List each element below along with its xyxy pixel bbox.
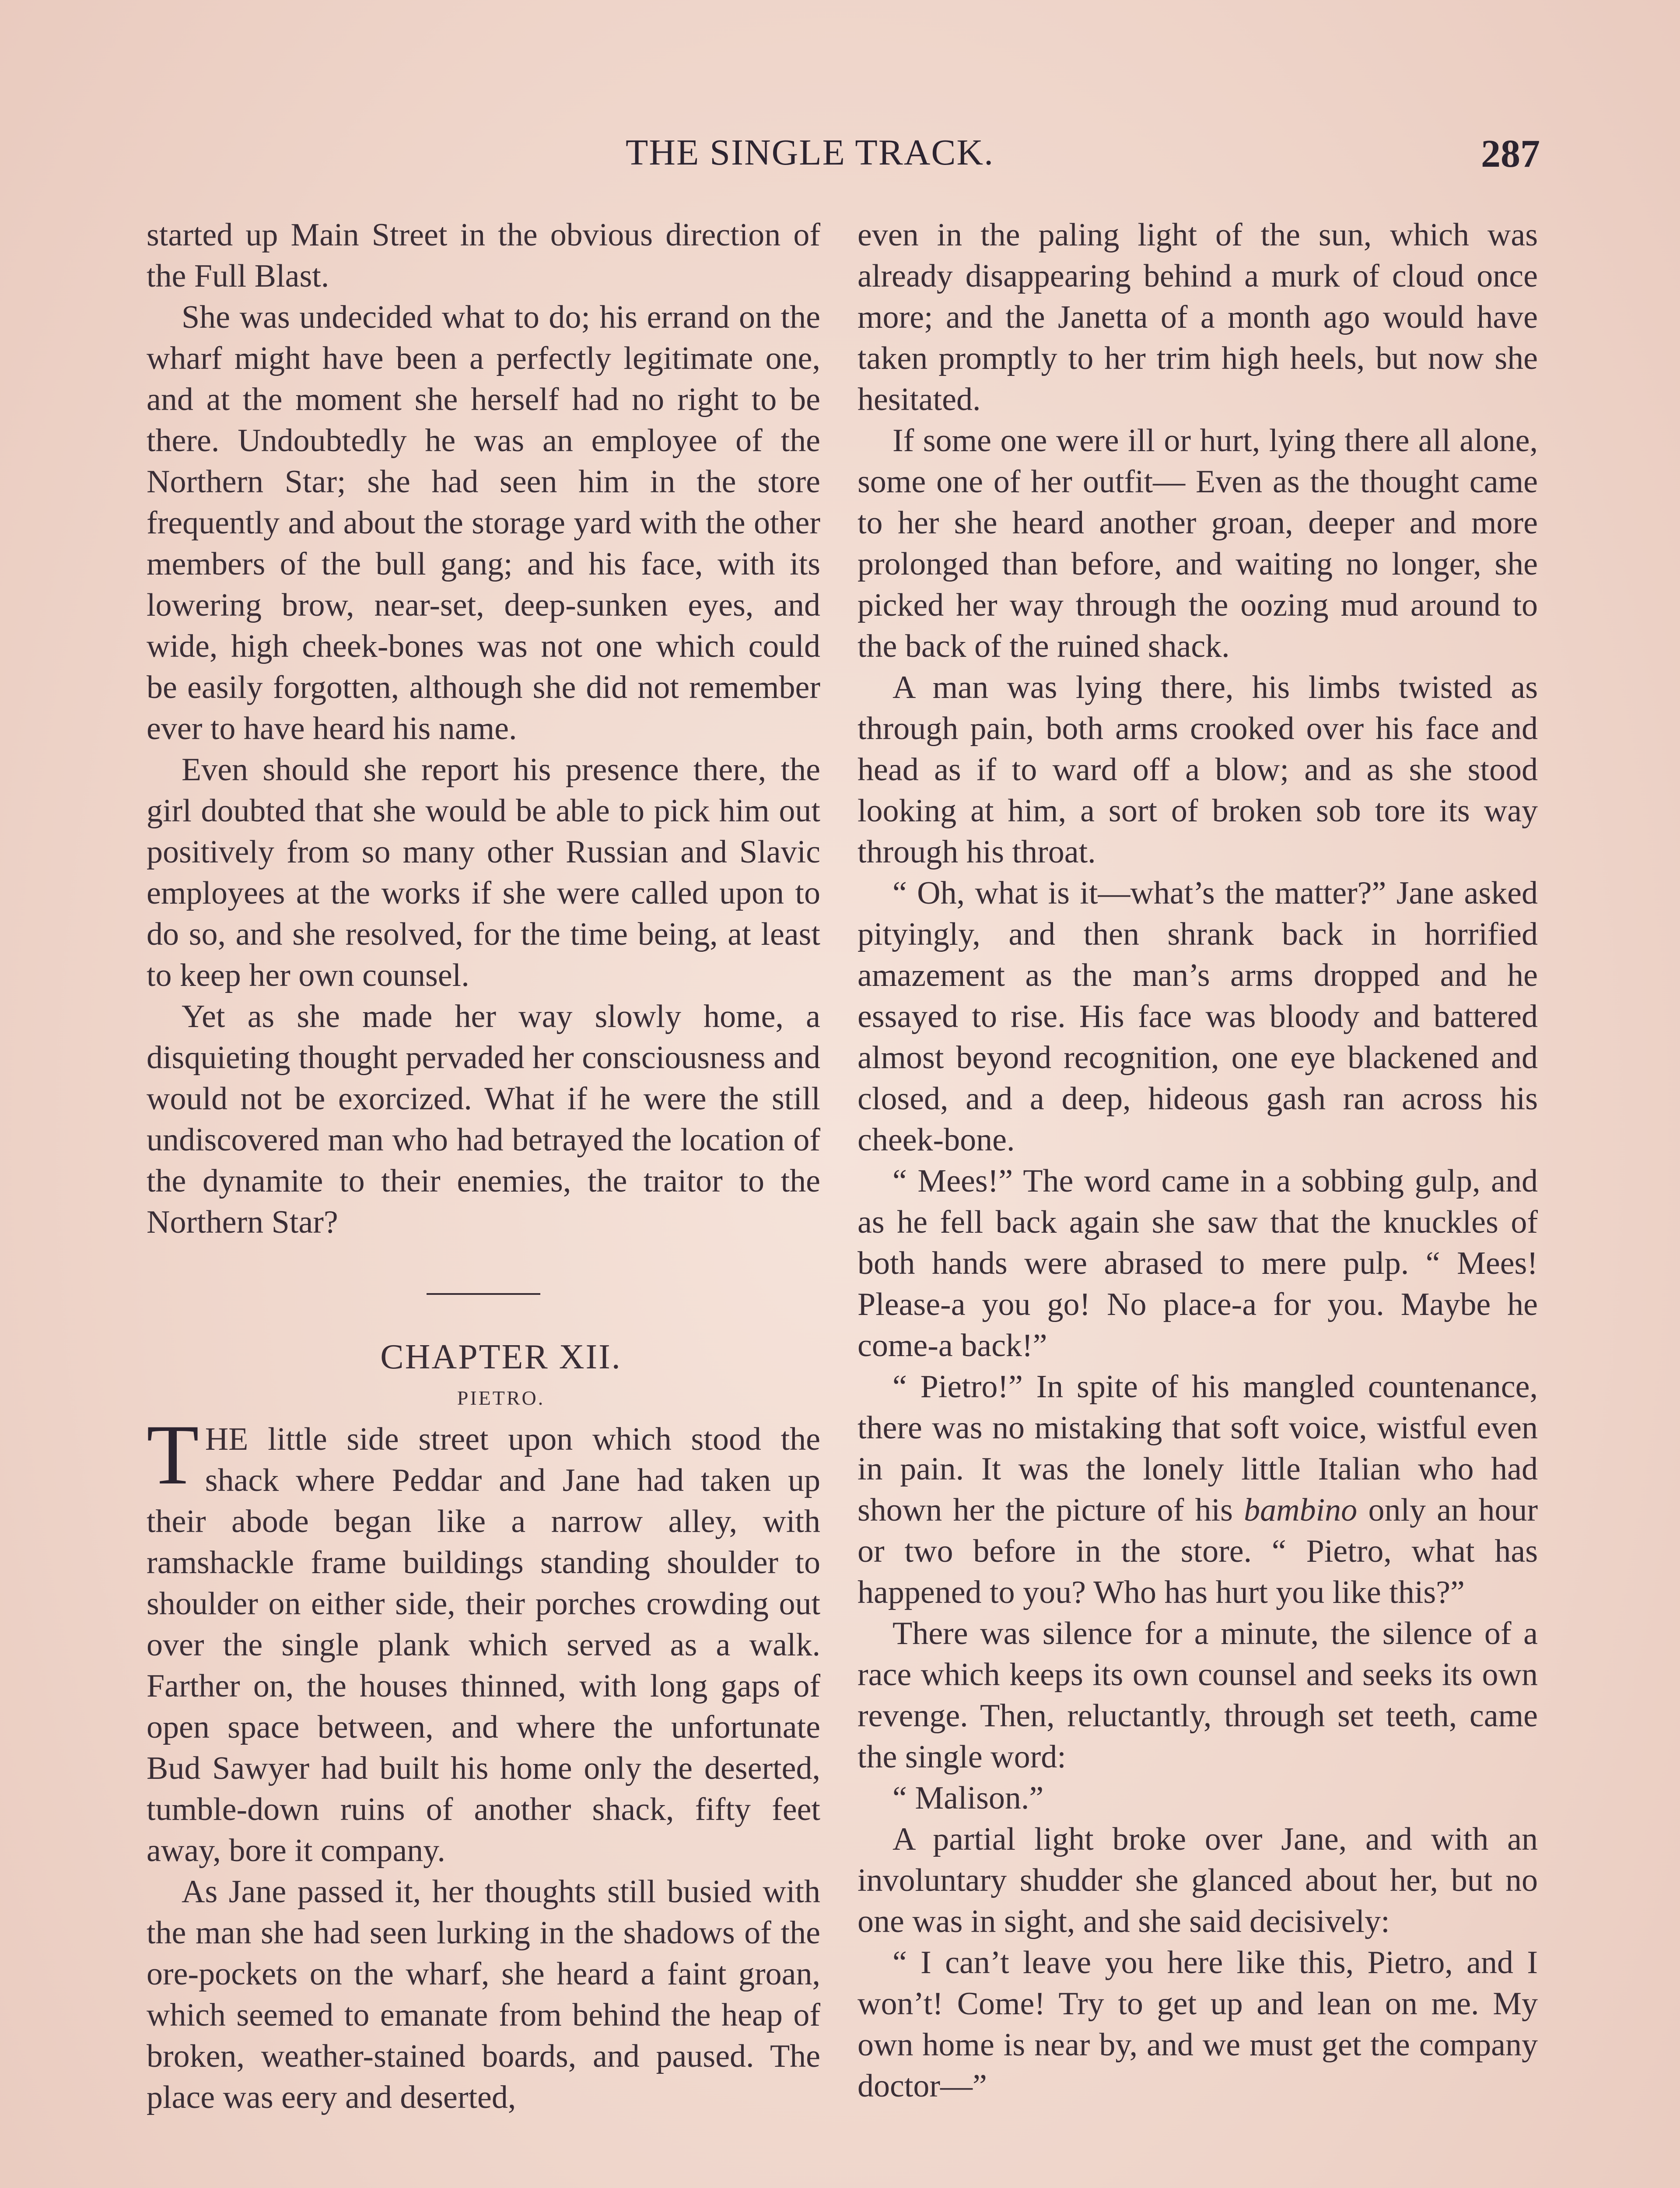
page-number: 287	[1481, 132, 1540, 175]
italic-word: bambino	[1244, 1492, 1358, 1528]
chapter-opening-paragraph	[147, 1407, 820, 1871]
paragraph: She was undecided what to do; his errand on the wharf might have been a perfectly legitimate one, and at the moment she herself had no right to be there. Undoubtedly he was an employee of the Northern Star; she had seen him in the store frequently and about the storage yard with the other members of the bull gang; and his face, with its lowering brow, near-set, deep-sunken eyes, and wide, high cheek-bones was not one which could be easily forgotten, although she did not remember ever to have heard his name.	[147, 299, 820, 747]
chapter-subtitle: PIETRO.	[457, 1387, 545, 1409]
paragraph: even in the paling light of the sun, which was already disappearing behind a murk of cloud once more; and the Janetta of a month ago would have taken promptly to her trim high heels, but now she hesitated.	[858, 217, 1538, 417]
chapter-title: CHAPTER XII.	[380, 1338, 622, 1376]
paragraph: There was silence for a minute, the silence of a race which keeps its own counsel and seeks its own revenge. Then, reluctantly, through set teeth, came the single word:	[858, 1616, 1538, 1775]
paragraph: “ Malison.”	[892, 1780, 1044, 1816]
paragraph-text: only an hour or two before in the store. “ Pietro, what has happened to you? Who has hurt you like this?”	[858, 1492, 1538, 1610]
right-column	[858, 214, 1538, 2107]
paragraph: “ I can’t leave you here like this, Pietro, and I won’t! Come! Try to get up and lean on me. My own home is near by, and we must get the company doctor—”	[858, 1945, 1538, 2104]
running-head	[144, 131, 1540, 179]
section-divider	[427, 1293, 540, 1295]
paragraph: A partial light broke over Jane, and with an involuntary shudder she glanced about her, but no one was in sight, and she said decisively:	[858, 1821, 1538, 1939]
drop-cap: T	[147, 1407, 199, 1502]
left-column	[147, 214, 820, 2118]
paragraph: Yet as she made her way slowly home, a disquieting thought pervaded her consciousness and would not be exorcized. What if he were the still undiscovered man who had betrayed the location of the dynamite to their enemies, the traitor to the Northern Star?	[147, 999, 820, 1240]
paragraph: started up Main Street in the obvious direction of the Full Blast.	[147, 217, 820, 294]
running-title: THE SINGLE TRACK.	[626, 132, 994, 173]
paragraph: As Jane passed it, her thoughts still busied with the man she had seen lurking in the shadows of the ore-pockets on the wharf, she heard a faint groan, which seemed to emanate from behind the heap of broken, weather-stained boards, and paused. The place was eery and deserted,	[147, 1874, 820, 2115]
paragraph-text: HE little side street upon which stood the shack where Peddar and Jane had taken up their abode began like a narrow alley, with ramshackle frame buildings standing shoulder to shoulder on either side, their porches crowding out over the single plank which served as a walk. Farther on, the houses thinned, with long gaps of open space between, and where the unfortunate Bud Sawyer had built his home only the deserted, tumble-down ruins of another shack, fifty feet away, bore it company.	[147, 1421, 820, 1869]
paragraph: If some one were ill or hurt, lying there all alone, some one of her outfit— Even as the thought came to her she heard another groan, deeper and more prolonged than before, and waiting no longer, she picked her way through the oozing mud around to the back of the ruined shack.	[858, 423, 1538, 664]
paragraph: “ Oh, what is it—what’s the matter?” Jane asked pityingly, and then shrank back in horrified amazement as the man’s arms dropped and he essayed to rise. His face was bloody and battered almost beyond recognition, one eye blackened and closed, and a deep, hideous gash ran across his cheek-bone.	[858, 875, 1538, 1158]
paragraph: “ Mees!” The word came in a sobbing gulp, and as he fell back again she saw that the knuckles of both hands were abrased to mere pulp. “ Mees! Please-a you go! No place-a for you. Maybe he come-a back!”	[858, 1163, 1538, 1364]
paragraph: A man was lying there, his limbs twisted as through pain, both arms crooked over his face and head as if to ward off a blow; and as she stood looking at him, a sort of broken sob tore its way through his throat.	[858, 670, 1538, 870]
paragraph	[858, 1366, 1538, 1613]
paragraph: Even should she report his presence there, the girl doubted that she would be able to pick him out positively from so many other Russian and Slavic employees at the works if she were called upon to do so, and she resolved, for the time being, at least to keep her own counsel.	[147, 752, 820, 993]
paragraph-text: “ Pietro!” In spite of his mangled countenance, there was no mistaking that soft voice, wistful even in pain. It was the lonely little Italian who had shown her the picture of his	[858, 1369, 1538, 1528]
